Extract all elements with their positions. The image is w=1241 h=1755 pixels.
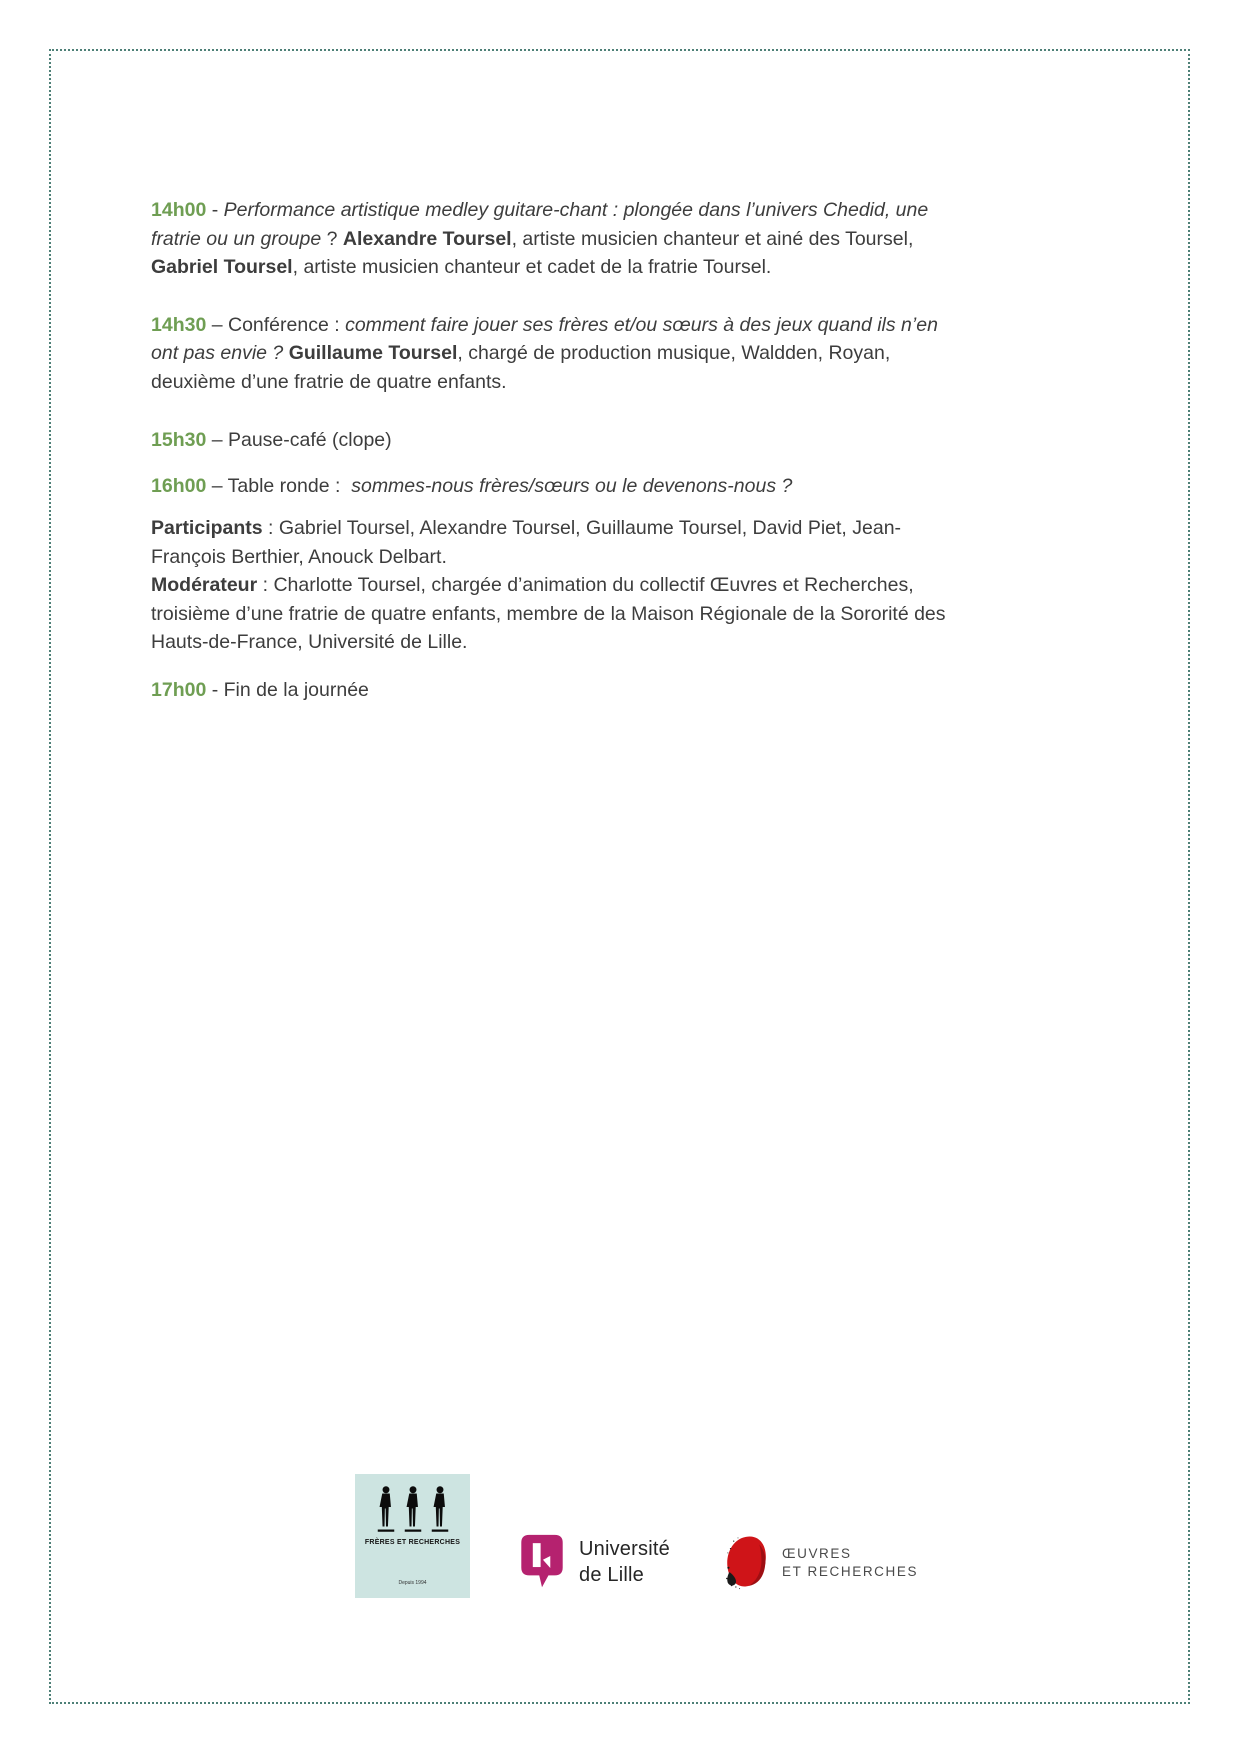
oeuvres-logo-line2: ET RECHERCHES <box>782 1564 919 1579</box>
three-silhouettes-icon <box>377 1486 449 1534</box>
text-run: , chargé de production musique, Waldden, Royan, deuxième d’une fratrie de quatre enfants. <box>151 342 896 393</box>
time-label-17h00: 17h00 <box>151 678 207 701</box>
speaker-name: Guillaume Toursel <box>288 342 458 364</box>
text-run: Pause-café (clope) <box>227 429 392 451</box>
schedule-item-17h00 <box>151 676 969 705</box>
oeuvres-logo-line1: ŒUVRES <box>782 1546 852 1561</box>
text-run: Table ronde : <box>227 474 352 497</box>
time-label-15h30: 15h30 <box>151 429 207 451</box>
person-silhouette-icon <box>377 1486 395 1534</box>
session-title: sommes-nous frères/sœurs ou le devenons-nous ? <box>351 474 793 497</box>
person-silhouette-icon <box>431 1486 449 1534</box>
text-run: , artiste musicien chanteur et cadet de la fratrie Toursel. <box>292 256 772 278</box>
freres-et-recherches-logo <box>355 1474 470 1598</box>
session-title: Performance artistique medley guitare-chant : plongée dans l’univers Chedid, une fratrie ou un groupe <box>151 199 934 250</box>
speaker-name: Gabriel Toursel <box>151 256 293 278</box>
text-run: – <box>206 429 228 451</box>
schedule-item-14h00 <box>151 196 969 282</box>
person-silhouette-icon <box>404 1486 422 1534</box>
time-label-16h00: 16h00 <box>151 474 207 497</box>
red-blob-icon <box>722 1522 770 1604</box>
freres-logo-label: FRÈRES ET RECHERCHES <box>364 1539 461 1546</box>
participants-label: Participants <box>151 517 263 539</box>
text-run: Conférence : <box>227 313 346 336</box>
participants-line <box>151 514 969 571</box>
universite-de-lille-logo <box>519 1531 670 1593</box>
time-label-14h00: 14h00 <box>151 199 207 221</box>
freres-logo-subtext: Depuis 1994 <box>398 1580 427 1586</box>
time-label-14h30: 14h30 <box>151 313 207 336</box>
schedule-item-16h00 <box>151 472 969 501</box>
speaker-name: Alexandre Toursel <box>342 227 512 250</box>
text-run: - <box>206 678 224 701</box>
text-run: – <box>206 313 228 336</box>
text-run: - <box>206 199 224 221</box>
oeuvres-logo-text <box>782 1545 918 1581</box>
lille-logo-line1: Université <box>579 1538 670 1560</box>
text-run: : Charlotte Toursel, chargée d’animation du collectif Œuvres et Recherches, troisième d’une fratrie de quatre enfants, membre de la Maison Régionale de la Sororité des Hauts-de-France, Université de Lille. <box>151 574 951 653</box>
lille-logo-line2: de Lille <box>579 1564 644 1586</box>
moderateur-line <box>151 571 969 657</box>
oeuvres-et-recherches-logo <box>722 1522 918 1604</box>
text-run: : Gabriel Toursel, Alexandre Toursel, Guillaume Toursel, David Piet, Jean-François Berthier, Anouck Delbart. <box>151 517 902 568</box>
lille-logo-text <box>579 1536 670 1588</box>
program-schedule <box>151 196 969 733</box>
lille-u-icon <box>519 1531 565 1593</box>
text-run: – <box>206 474 228 497</box>
schedule-item-14h30 <box>151 311 969 397</box>
text-run: , artiste musicien chanteur et ainé des Toursel, <box>511 227 919 250</box>
text-run: ? <box>326 227 343 250</box>
text-run: Fin de la journée <box>223 678 369 701</box>
session-title: comment faire jouer ses frères et/ou sœurs à des jeux quand ils n’en ont pas envie ? <box>151 313 944 364</box>
schedule-item-15h30 <box>151 426 969 455</box>
moderateur-label: Modérateur <box>151 574 258 596</box>
